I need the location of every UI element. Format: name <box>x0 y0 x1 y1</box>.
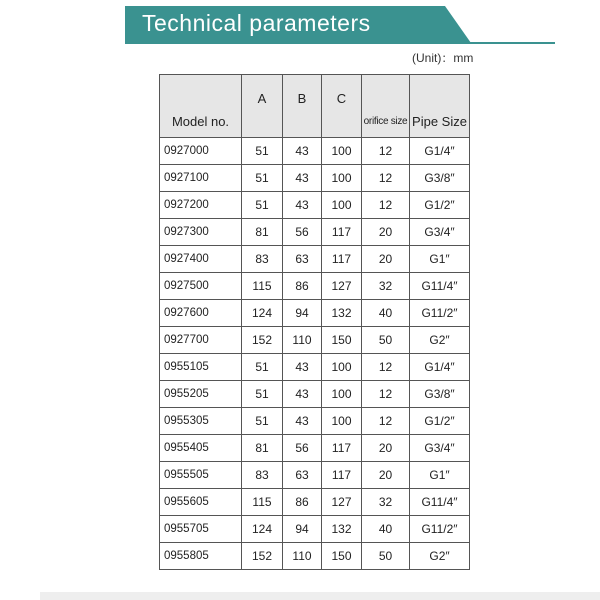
table-row <box>160 516 470 543</box>
pipe-size-cell: G3/4″ <box>410 219 470 246</box>
b-cell: 43 <box>283 165 322 192</box>
a-cell: 51 <box>242 408 283 435</box>
column-header-pipe-size: Pipe Size <box>410 75 470 138</box>
c-cell: 117 <box>322 219 362 246</box>
table-row <box>160 462 470 489</box>
model-cell: 0927600 <box>160 300 242 327</box>
title-underline <box>125 42 555 44</box>
a-cell: 124 <box>242 516 283 543</box>
a-cell: 83 <box>242 462 283 489</box>
orifice-size-cell: 40 <box>362 516 410 543</box>
orifice-size-cell: 20 <box>362 219 410 246</box>
c-cell: 100 <box>322 381 362 408</box>
a-cell: 51 <box>242 165 283 192</box>
parameters-table <box>159 74 470 570</box>
model-cell: 0955205 <box>160 381 242 408</box>
b-cell: 43 <box>283 192 322 219</box>
orifice-size-cell: 12 <box>362 408 410 435</box>
table-row <box>160 489 470 516</box>
orifice-size-cell: 20 <box>362 246 410 273</box>
column-header-b: B <box>283 75 322 138</box>
orifice-size-cell: 40 <box>362 300 410 327</box>
pipe-size-cell: G11/2″ <box>410 300 470 327</box>
b-cell: 43 <box>283 138 322 165</box>
model-cell: 0927000 <box>160 138 242 165</box>
table-row <box>160 381 470 408</box>
model-cell: 0955305 <box>160 408 242 435</box>
table-row <box>160 327 470 354</box>
table-row <box>160 246 470 273</box>
c-cell: 117 <box>322 462 362 489</box>
model-cell: 0955505 <box>160 462 242 489</box>
column-header-c: C <box>322 75 362 138</box>
b-cell: 63 <box>283 462 322 489</box>
b-cell: 43 <box>283 354 322 381</box>
orifice-size-cell: 32 <box>362 273 410 300</box>
b-cell: 94 <box>283 300 322 327</box>
b-cell: 86 <box>283 273 322 300</box>
table-row <box>160 435 470 462</box>
c-cell: 132 <box>322 516 362 543</box>
pipe-size-cell: G11/2″ <box>410 516 470 543</box>
b-cell: 56 <box>283 219 322 246</box>
a-cell: 115 <box>242 273 283 300</box>
orifice-size-cell: 12 <box>362 192 410 219</box>
table-row <box>160 219 470 246</box>
orifice-size-cell: 20 <box>362 435 410 462</box>
b-cell: 110 <box>283 543 322 570</box>
c-cell: 150 <box>322 543 362 570</box>
model-cell: 0955405 <box>160 435 242 462</box>
pipe-size-cell: G3/8″ <box>410 381 470 408</box>
c-cell: 100 <box>322 192 362 219</box>
pipe-size-cell: G3/8″ <box>410 165 470 192</box>
b-cell: 110 <box>283 327 322 354</box>
pipe-size-cell: G1″ <box>410 246 470 273</box>
b-cell: 86 <box>283 489 322 516</box>
orifice-size-cell: 12 <box>362 381 410 408</box>
page-title: Technical parameters <box>142 10 371 36</box>
model-cell: 0927500 <box>160 273 242 300</box>
orifice-size-cell: 12 <box>362 138 410 165</box>
a-cell: 51 <box>242 381 283 408</box>
model-cell: 0927200 <box>160 192 242 219</box>
c-cell: 132 <box>322 300 362 327</box>
table-header-row <box>160 75 470 138</box>
pipe-size-cell: G2″ <box>410 327 470 354</box>
table-row <box>160 408 470 435</box>
a-cell: 124 <box>242 300 283 327</box>
column-header-model: Model no. <box>160 75 242 138</box>
orifice-size-cell: 20 <box>362 462 410 489</box>
table-row <box>160 165 470 192</box>
a-cell: 51 <box>242 138 283 165</box>
model-cell: 0955605 <box>160 489 242 516</box>
model-cell: 0927700 <box>160 327 242 354</box>
a-cell: 51 <box>242 192 283 219</box>
a-cell: 152 <box>242 327 283 354</box>
table-row <box>160 300 470 327</box>
b-cell: 63 <box>283 246 322 273</box>
model-cell: 0955105 <box>160 354 242 381</box>
table-row <box>160 138 470 165</box>
c-cell: 117 <box>322 246 362 273</box>
table-row <box>160 543 470 570</box>
c-cell: 100 <box>322 165 362 192</box>
a-cell: 152 <box>242 543 283 570</box>
c-cell: 117 <box>322 435 362 462</box>
pipe-size-cell: G1″ <box>410 462 470 489</box>
model-cell: 0927100 <box>160 165 242 192</box>
column-header-orifice-size: orifice size <box>362 75 410 138</box>
c-cell: 150 <box>322 327 362 354</box>
bottom-bar <box>40 592 600 600</box>
b-cell: 43 <box>283 381 322 408</box>
pipe-size-cell: G11/4″ <box>410 273 470 300</box>
a-cell: 51 <box>242 354 283 381</box>
table-row <box>160 273 470 300</box>
model-cell: 0927400 <box>160 246 242 273</box>
column-header-a: A <box>242 75 283 138</box>
table-body <box>160 138 470 570</box>
pipe-size-cell: G1/2″ <box>410 192 470 219</box>
c-cell: 100 <box>322 354 362 381</box>
a-cell: 115 <box>242 489 283 516</box>
table-row <box>160 192 470 219</box>
title-banner-tail <box>415 6 471 43</box>
b-cell: 43 <box>283 408 322 435</box>
c-cell: 100 <box>322 408 362 435</box>
b-cell: 56 <box>283 435 322 462</box>
orifice-size-cell: 50 <box>362 327 410 354</box>
pipe-size-cell: G1/4″ <box>410 354 470 381</box>
table-row <box>160 354 470 381</box>
b-cell: 94 <box>283 516 322 543</box>
orifice-size-cell: 12 <box>362 354 410 381</box>
unit-label: (Unit)：mm <box>412 51 474 65</box>
model-cell: 0927300 <box>160 219 242 246</box>
a-cell: 83 <box>242 246 283 273</box>
model-cell: 0955705 <box>160 516 242 543</box>
orifice-size-cell: 12 <box>362 165 410 192</box>
pipe-size-cell: G2″ <box>410 543 470 570</box>
model-cell: 0955805 <box>160 543 242 570</box>
pipe-size-cell: G1/2″ <box>410 408 470 435</box>
orifice-size-cell: 32 <box>362 489 410 516</box>
c-cell: 127 <box>322 273 362 300</box>
orifice-size-cell: 50 <box>362 543 410 570</box>
a-cell: 81 <box>242 435 283 462</box>
pipe-size-cell: G11/4″ <box>410 489 470 516</box>
a-cell: 81 <box>242 219 283 246</box>
pipe-size-cell: G1/4″ <box>410 138 470 165</box>
c-cell: 127 <box>322 489 362 516</box>
c-cell: 100 <box>322 138 362 165</box>
pipe-size-cell: G3/4″ <box>410 435 470 462</box>
